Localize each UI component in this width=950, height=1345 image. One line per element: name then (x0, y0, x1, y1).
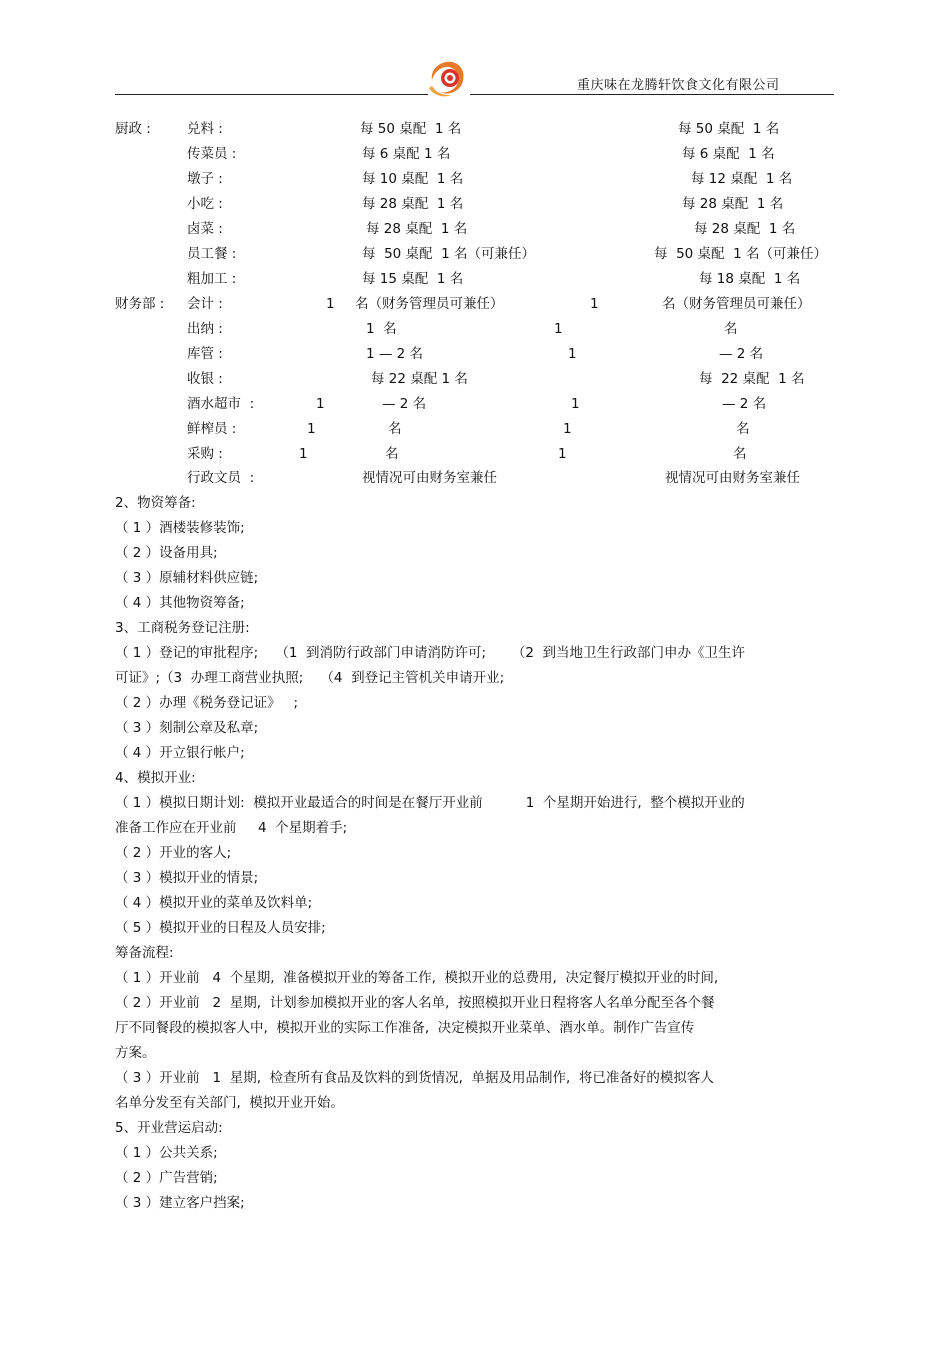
role-label: 酒水超市 : (187, 396, 255, 412)
role-label: 员工餐 : (187, 246, 237, 262)
ratio-col2: 每 18 桌配 1 名 (699, 271, 801, 287)
count-col2: 1 (554, 321, 563, 337)
ratio-col1: 视情况可由财务室兼任 (362, 470, 497, 486)
section-heading: 2、物资筹备: (115, 495, 196, 511)
ratio-col1: 每 28 桌配 1 名 (362, 196, 464, 212)
dept-finance: 财务部 : (115, 296, 165, 312)
ratio-col1: 1 名 (366, 321, 397, 337)
ratio-col1: — 2 名 (382, 396, 427, 412)
role-label: 兑料 : (187, 121, 223, 137)
list-item: （ 4 ）开立银行帐户; (115, 745, 245, 761)
role-label: 行政文员 : (187, 470, 255, 486)
list-item: （ 3 ）建立客户挡案; (115, 1195, 245, 1211)
section-heading: 5、开业营运启动: (115, 1120, 223, 1136)
count-col1: 1 (326, 296, 335, 312)
role-label: 墩子 : (187, 171, 223, 187)
ratio-col1: 每 28 桌配 1 名 (366, 221, 468, 237)
ratio-col1: 名 (385, 446, 399, 462)
ratio-col1: 每 15 桌配 1 名 (362, 271, 464, 287)
ratio-col2: — 2 名 (722, 396, 767, 412)
role-label: 传菜员 : (187, 146, 237, 162)
company-name: 重庆味在龙腾轩饮食文化有限公司 (577, 78, 780, 93)
list-item: （ 2 ）办理《税务登记证》 ; (115, 695, 299, 711)
ratio-col2: 名 (736, 421, 750, 437)
list-item-continued: 名单分发至有关部门, 模拟开业开始。 (115, 1095, 344, 1111)
ratio-col1: 名 (388, 421, 402, 437)
ratio-col2: 每 28 桌配 1 名 (682, 196, 784, 212)
dept-kitchen: 厨政 : (115, 121, 151, 137)
role-label: 库管 : (187, 346, 223, 362)
ratio-col2: 名（财务管理员可兼任） (662, 296, 811, 312)
header-rule-left (115, 94, 428, 95)
company-logo-icon (426, 58, 468, 98)
list-item: （ 1 ）酒楼装修装饰; (115, 520, 245, 536)
list-item: （ 2 ）广告营销; (115, 1170, 218, 1186)
ratio-col2: 每 28 桌配 1 名 (694, 221, 796, 237)
ratio-col2: — 2 名 (719, 346, 764, 362)
ratio-col2: 每 6 桌配 1 名 (682, 146, 775, 162)
list-item: （ 5 ）模拟开业的日程及人员安排; (115, 920, 326, 936)
list-item: （ 1 ）登记的审批程序; （1 到消防行政部门申请消防许可; （2 到当地卫生行政部门申办《卫生许 (115, 645, 746, 661)
ratio-col2: 名 (733, 446, 747, 462)
role-label: 卤菜 : (187, 221, 223, 237)
list-item-continued: 准备工作应在开业前 4 个星期着手; (115, 820, 348, 836)
count-col2: 1 (563, 421, 572, 437)
count-col1: 1 (299, 446, 308, 462)
list-item-continued: 方案。 (115, 1045, 156, 1061)
ratio-col1: 名（财务管理员可兼任） (355, 296, 504, 312)
ratio-col1: 每 10 桌配 1 名 (362, 171, 464, 187)
list-item: （ 3 ）原辅材料供应链; (115, 570, 259, 586)
count-col1: 1 (316, 396, 325, 412)
list-item: （ 2 ）开业前 2 星期, 计划参加模拟开业的客人名单, 按照模拟开业日程将客人名单分配至各个餐 (115, 995, 715, 1011)
role-label: 粗加工 : (187, 271, 237, 287)
role-label: 出纳 : (187, 321, 223, 337)
list-item: （ 1 ）开业前 4 个星期, 准备模拟开业的筹备工作, 模拟开业的总费用, 决定餐厅模拟开业的时间, (115, 970, 719, 986)
ratio-col1: 1 — 2 名 (366, 346, 424, 362)
section-heading: 3、工商税务登记注册: (115, 620, 250, 636)
ratio-col2: 视情况可由财务室兼任 (665, 470, 800, 486)
ratio-col2: 每 22 桌配 1 名 (699, 371, 805, 387)
ratio-col1: 每 50 桌配 1 名（可兼任） (362, 246, 536, 262)
ratio-col2: 名 (724, 321, 738, 337)
count-col1: 1 (307, 421, 316, 437)
list-item: （ 4 ）其他物资筹备; (115, 595, 245, 611)
section-heading: 4、模拟开业: (115, 770, 196, 786)
count-col2: 1 (568, 346, 577, 362)
list-item: （ 2 ）设备用具; (115, 545, 218, 561)
list-item: （ 1 ）模拟日期计划: 模拟开业最适合的时间是在餐厅开业前 1 个星期开始进行, 整个模拟开业的 (115, 795, 745, 811)
ratio-col1: 每 50 桌配 1 名 (360, 121, 462, 137)
ratio-col1: 每 22 桌配 1 名 (371, 371, 468, 387)
list-item: （ 4 ）模拟开业的菜单及饮料单; (115, 895, 313, 911)
list-item: （ 1 ）公共关系; (115, 1145, 218, 1161)
ratio-col2: 每 50 桌配 1 名（可兼任） (654, 246, 828, 262)
role-label: 采购 : (187, 446, 223, 462)
list-item: （ 2 ）开业的客人; (115, 845, 232, 861)
ratio-col1: 每 6 桌配 1 名 (362, 146, 451, 162)
list-item: （ 3 ）模拟开业的情景; (115, 870, 259, 886)
role-label: 收银 : (187, 371, 223, 387)
role-label: 小吃 : (187, 196, 223, 212)
ratio-col2: 每 12 桌配 1 名 (691, 171, 793, 187)
section-heading: 筹备流程: (115, 945, 174, 961)
role-label: 会计 : (187, 296, 223, 312)
count-col2: 1 (571, 396, 580, 412)
list-item: （ 3 ）开业前 1 星期, 检查所有食品及饮料的到货情况, 单据及用品制作, 将已准备好的模拟客人 (115, 1070, 714, 1086)
list-item-continued: 可证》;（3 办理工商营业执照; （4 到登记主管机关申请开业; (115, 670, 505, 686)
header-rule-right (470, 94, 834, 95)
count-col2: 1 (590, 296, 599, 312)
list-item-continued: 厅不同餐段的模拟客人中, 模拟开业的实际工作准备, 决定模拟开业菜单、酒水单。制作广告宣传 (115, 1020, 695, 1036)
role-label: 鲜榨员 : (187, 421, 237, 437)
count-col2: 1 (558, 446, 567, 462)
ratio-col2: 每 50 桌配 1 名 (678, 121, 780, 137)
list-item: （ 3 ）刻制公章及私章; (115, 720, 259, 736)
